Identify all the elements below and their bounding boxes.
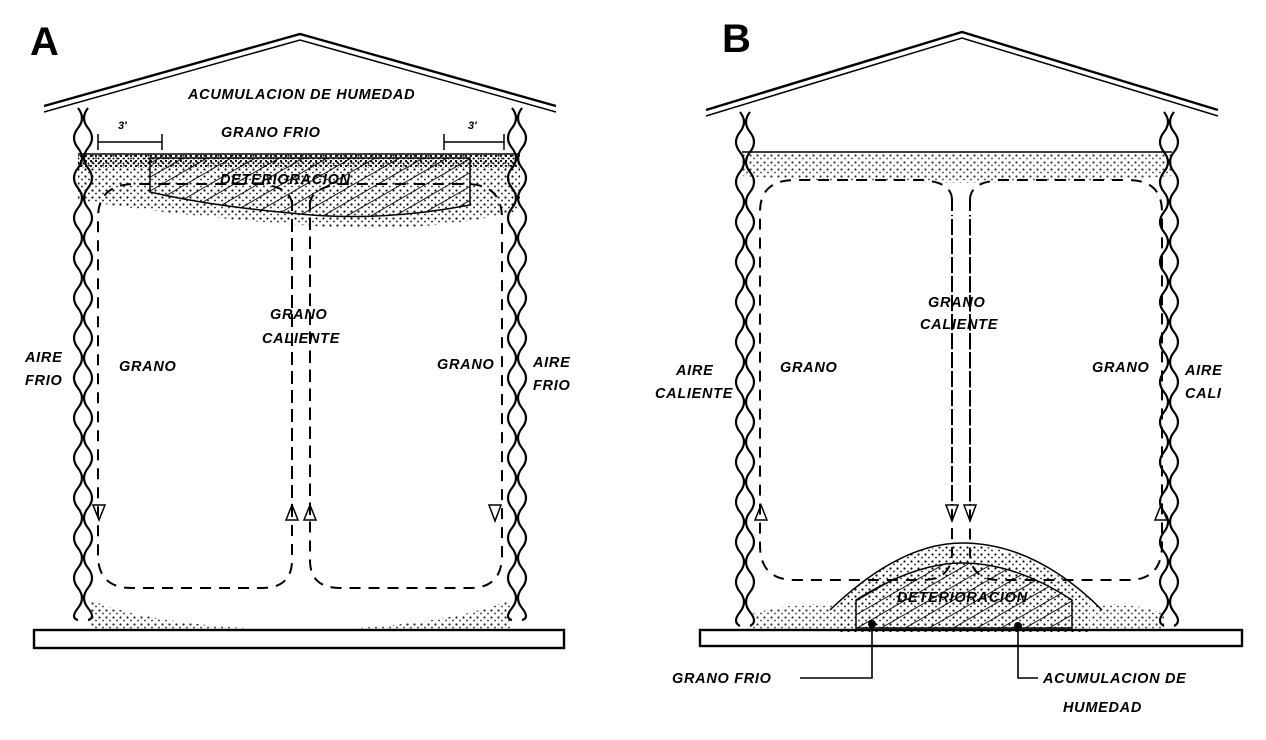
label-moisture-callout-b-2: HUMEDAD bbox=[1063, 700, 1143, 716]
bin-floor-b bbox=[700, 630, 1242, 646]
label-cold-air-right-a-1: AIRE bbox=[533, 355, 571, 371]
label-deterioration-b: DETERIORACION bbox=[897, 590, 1028, 606]
label-moisture-callout-b-1: ACUMULACION DE bbox=[1043, 671, 1187, 687]
flow-loop-left-a bbox=[98, 184, 292, 588]
flow-arrows-a bbox=[93, 505, 501, 521]
panel-a-letter: A bbox=[30, 20, 59, 64]
label-hot-grain-b-1: GRANO bbox=[928, 295, 986, 311]
bottom-grain-stipple-a bbox=[90, 600, 510, 630]
bin-roof-b bbox=[706, 32, 1218, 110]
panel-b-letter: B bbox=[722, 17, 751, 61]
dimension-left-a bbox=[98, 134, 162, 150]
bin-wall-right-b-2 bbox=[1170, 112, 1178, 626]
label-hot-grain-b-2: CALIENTE bbox=[920, 317, 999, 333]
label-grain-left-b: GRANO bbox=[780, 360, 838, 376]
label-warm-air-left-b-1: AIRE bbox=[676, 363, 714, 379]
label-warm-air-left-b-2: CALIENTE bbox=[655, 386, 734, 402]
label-warm-air-right-b-2: CALI bbox=[1185, 386, 1222, 402]
label-grain-left-a: GRANO bbox=[119, 359, 177, 375]
label-warm-air-right-b-1: AIRE bbox=[1185, 363, 1223, 379]
label-hot-grain-a-2: CALIENTE bbox=[262, 331, 341, 347]
label-cold-air-left-a-1: AIRE bbox=[25, 350, 63, 366]
bin-floor-a bbox=[34, 630, 564, 648]
deterioration-zone-b bbox=[830, 540, 1100, 634]
label-dimension-right-a: 3' bbox=[468, 120, 477, 132]
bin-wall-left-b-2 bbox=[746, 112, 754, 626]
label-hot-grain-a-1: GRANO bbox=[270, 307, 328, 323]
label-cold-grain-callout-b: GRANO FRIO bbox=[672, 671, 772, 687]
label-grain-right-a: GRANO bbox=[437, 357, 495, 373]
label-moisture-accumulation-a: ACUMULACION DE HUMEDAD bbox=[188, 87, 416, 103]
label-cold-air-left-a-2: FRIO bbox=[25, 373, 63, 389]
bin-wall-left-b bbox=[736, 112, 744, 626]
label-deterioration-a: DETERIORACION bbox=[220, 172, 351, 188]
label-dimension-left-a: 3' bbox=[118, 120, 127, 132]
flow-arrows-b bbox=[755, 505, 1167, 521]
top-grain-stipple-b bbox=[742, 152, 1172, 183]
deterioration-zone-a bbox=[78, 150, 520, 230]
bottom-right-stipple-b bbox=[1092, 604, 1164, 630]
dimension-right-a bbox=[444, 134, 504, 150]
label-cold-grain-a: GRANO FRIO bbox=[221, 125, 321, 141]
panel-b bbox=[655, 17, 1242, 716]
flow-loop-right-a bbox=[310, 184, 502, 588]
flow-loop-right-b bbox=[970, 180, 1162, 580]
panel-a bbox=[24, 20, 571, 648]
bottom-left-stipple-b bbox=[752, 604, 840, 630]
label-cold-air-right-a-2: FRIO bbox=[533, 378, 571, 394]
flow-loop-left-b bbox=[760, 180, 952, 580]
bin-roof-b-inner bbox=[706, 38, 1218, 116]
label-grain-right-b: GRANO bbox=[1092, 360, 1150, 376]
